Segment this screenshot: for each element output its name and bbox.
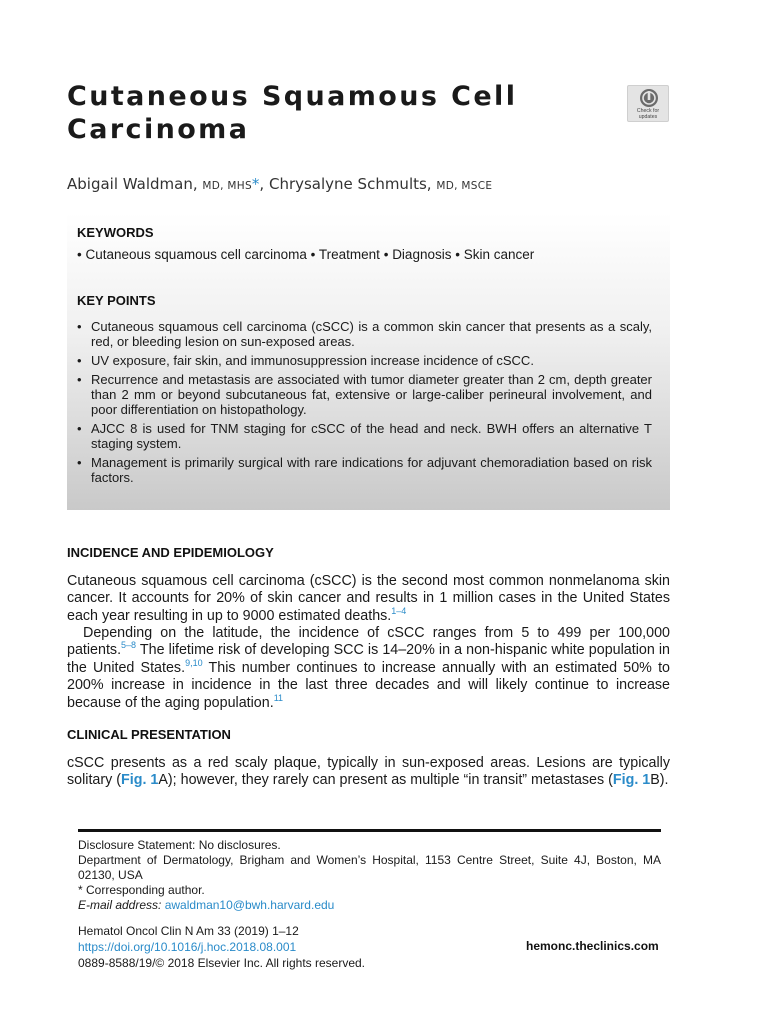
figure-link[interactable]: Fig. 1 <box>612 772 651 789</box>
keyword-item: Cutaneous squamous cell carcinoma <box>85 247 307 262</box>
key-point-item: • UV exposure, fair skin, and immunosuppression increase incidence of cSCC. <box>77 353 534 368</box>
key-point-item: • Cutaneous squamous cell carcinoma (cSCC) is a common skin cancer that presents as a scaly, red, or bleeding lesion on sun-exposed areas. <box>77 319 652 349</box>
citation-ref[interactable]: 1–4 <box>391 606 407 617</box>
affiliation: Department of Dermatology, Brigham and Women’s Hospital, 1153 Centre Street, Suite 4J, Boston, MA 02130, USA <box>78 853 661 882</box>
title-line-1: Cutaneous Squamous Cell <box>67 81 518 112</box>
check-for-updates-badge[interactable] <box>627 85 669 122</box>
email-link[interactable]: awaldman10@bwh.harvard.edu <box>164 898 335 912</box>
author-2-name: Chrysalyne Schmults, <box>268 175 437 193</box>
corresponding-author-note: * Corresponding author. <box>78 883 205 897</box>
section-heading-incidence: INCIDENCE AND EPIDEMIOLOGY <box>67 545 274 560</box>
paragraph-incidence-2: Depending on the latitude, the incidence of cSCC ranges from 5 to 499 per 100,000 patients.$^{5-8}$ The lifetime risk of developing SCC is 14–20% in a non-hispanic white population in the United States.$^{9,10}$ This number continues to increase annually with an estimated 50% to 200% increase in incidence in the last three decades and will likely continue to increase because of the aging population.$^{11}$ <box>67 625 670 711</box>
footnotes <box>78 838 661 913</box>
key-point-item: • Recurrence and metastasis are associated with tumor diameter greater than 2 cm, depth greater than 2 mm or beyond subcutaneous fat, extensive or large-caliber perineural involvement, and poor differentiation on histopathology. <box>77 372 652 417</box>
citation-ref[interactable]: 11 <box>273 692 284 703</box>
title-line-2: Carcinoma <box>67 114 250 145</box>
doi-link[interactable]: https://doi.org/10.1016/j.hoc.2018.08.001 <box>78 940 297 954</box>
key-point-item: • AJCC 8 is used for TNM staging for cSCC of the head and neck. BWH offers an alternative T staging system. <box>77 421 652 451</box>
keyword-item: Diagnosis <box>392 247 452 262</box>
crossmark-icon <box>639 88 659 108</box>
author-1-degrees: MD, MHS <box>202 180 252 192</box>
journal-citation: Hematol Oncol Clin N Am 33 (2019) 1–12 <box>78 924 299 938</box>
key-points-heading: KEY POINTS <box>77 293 156 308</box>
keywords-list: • Cutaneous squamous cell carcinoma • Treatment • Diagnosis • Skin cancer <box>77 247 535 262</box>
author-1-name: Abigail Waldman, <box>67 175 203 193</box>
citation-ref[interactable]: 9,10 <box>185 658 203 669</box>
keyword-item: Treatment <box>318 247 380 262</box>
section-heading-clinical: CLINICAL PRESENTATION <box>67 727 231 742</box>
key-points-list <box>77 319 652 489</box>
keywords-heading: KEYWORDS <box>77 225 154 240</box>
check-for-updates-label: Check for updates <box>636 108 660 120</box>
citation-ref[interactable]: 5–8 <box>121 640 137 651</box>
keyword-item: Skin cancer <box>463 247 535 262</box>
journal-website[interactable]: hemonc.theclinics.com <box>526 939 659 953</box>
figure-link[interactable]: Fig. 1 <box>121 772 159 789</box>
email-line: E-mail address: awaldman10@bwh.harvard.edu <box>78 898 335 912</box>
keywords-keypoints-box <box>67 213 670 510</box>
disclosure-statement: Disclosure Statement: No disclosures. <box>78 838 281 852</box>
author-2-degrees: MD, MSCE <box>436 180 493 192</box>
paragraph-clinical: cSCC presents as a red scaly plaque, typically in sun-exposed areas. Lesions are typically solitary (Fig. 1A); however, they rarely can present as multiple “in transit” metastases (Fig. 1B). <box>67 755 670 789</box>
copyright: 0889-8588/19/© 2018 Elsevier Inc. All rights reserved. <box>78 956 366 970</box>
corresponding-author-mark[interactable]: * <box>251 175 260 193</box>
author-separator: , <box>259 175 269 193</box>
article-title <box>67 80 587 146</box>
paragraph-incidence-1: Cutaneous squamous cell carcinoma (cSCC) is the second most common nonmelanoma skin cancer. It accounts for 20% of skin cancer and results in 1 million cases in the United States each year resulting in up to 9000 estimated deaths.$^{1-4}$ <box>67 573 670 624</box>
author-line <box>67 175 492 193</box>
footnote-divider <box>78 829 661 832</box>
key-point-item: • Management is primarily surgical with rare indications for adjuvant chemoradiation based on risk factors. <box>77 455 652 485</box>
